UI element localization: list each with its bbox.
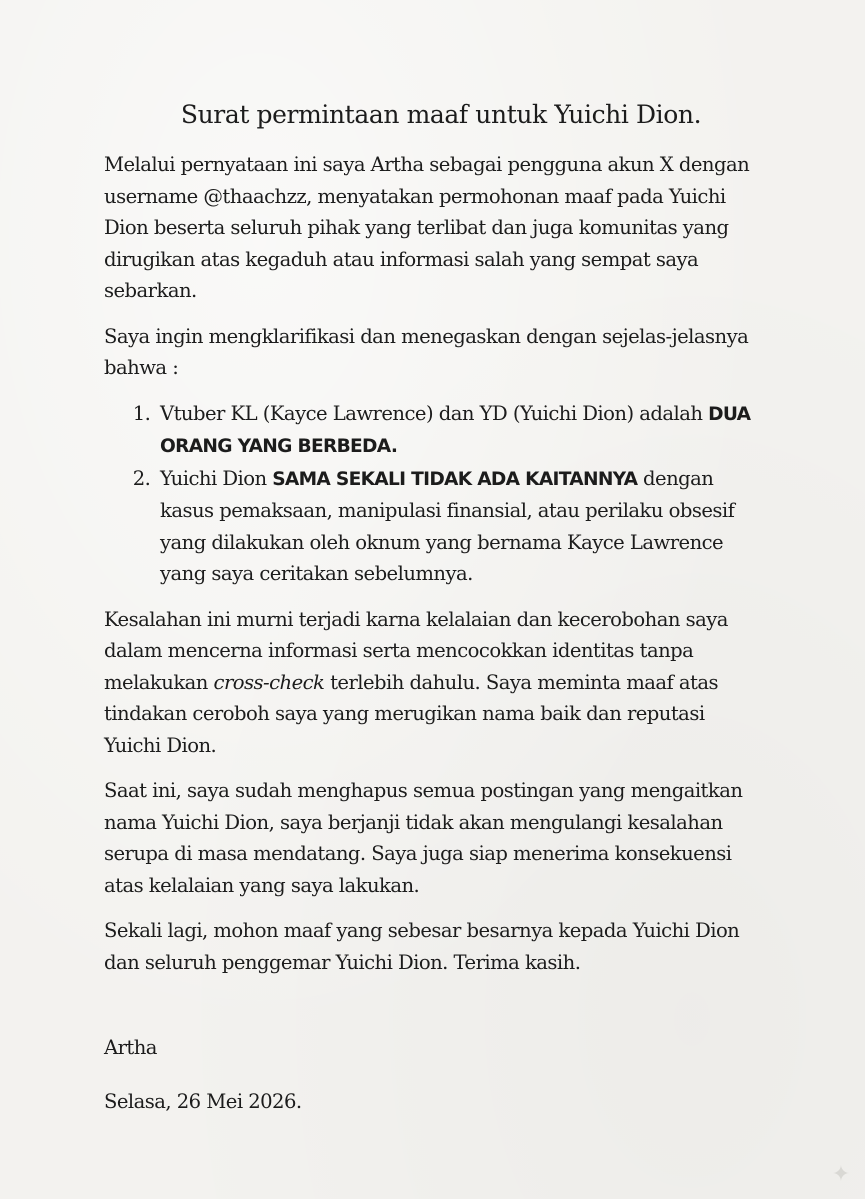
list-item-emphasis: SAMA SEKALI TIDAK ADA KAITANNYA <box>272 468 638 490</box>
paragraph-closing: Sekali lagi, mohon maaf yang sebesar besarnya kepada Yuichi Dion dan seluruh penggemar Yuichi Dion. Terima kasih. <box>104 919 740 974</box>
letter-date: Selasa, 26 Mei 2026. <box>104 1089 302 1113</box>
signature-block <box>104 1032 764 1117</box>
list-item <box>156 463 764 590</box>
paragraph-fault-italic: cross-check <box>213 670 325 694</box>
list-item-text: Yuichi Dion <box>160 466 273 490</box>
paragraph-clarification: Saya ingin mengklarifikasi dan menegaskan dengan sejelas-jelasnya bahwa : <box>104 324 749 379</box>
sparkle-icon: ✦ <box>831 1162 851 1187</box>
paragraph-fault <box>104 604 764 762</box>
clarification-list <box>104 398 764 590</box>
paragraph-fault-text-after: terlebih dahulu. Saya meminta maaf atas tindakan ceroboh saya yang merugikan nama baik dan reputasi Yuichi Dion. <box>104 670 719 757</box>
paragraph-fault-text: Kesalahan ini murni terjadi karna kelalaian dan kecerobohan saya dalam mencerna informasi serta mencocokkan identitas tanpa melakukan <box>104 607 728 694</box>
letter-title: Surat permintaan maaf untuk Yuichi Dion. <box>180 100 702 129</box>
letter-content <box>104 100 764 1139</box>
list-item <box>156 398 764 463</box>
list-item-text-after: dengan kasus pemaksaan, manipulasi finansial, atau perilaku obsesif yang dilakukan oleh oknum yang bernama Kayce Lawrence yang saya ceritakan sebelumnya. <box>160 466 735 585</box>
list-item-emphasis: DUA ORANG YANG BERBEDA. <box>160 403 751 457</box>
signature-name: Artha <box>104 1036 157 1059</box>
paragraph-intro: Melalui pernyataan ini saya Artha sebagai pengguna akun X dengan username @thaachzz, menyatakan permohonan maaf pada Yuichi Dion beserta seluruh pihak yang terlibat dan juga komunitas yang dirugikan atas kegaduh atau informasi salah yang sempat saya sebarkan. <box>104 153 750 302</box>
paragraph-action: Saat ini, saya sudah menghapus semua postingan yang mengaitkan nama Yuichi Dion, saya berjanji tidak akan mengulangi kesalahan serupa di masa mendatang. Saya juga siap menerima konsekuensi atas kelalaian yang saya lakukan. <box>104 779 743 897</box>
list-item-text: Vtuber KL (Kayce Lawrence) dan YD (Yuichi Dion) adalah <box>160 401 709 425</box>
